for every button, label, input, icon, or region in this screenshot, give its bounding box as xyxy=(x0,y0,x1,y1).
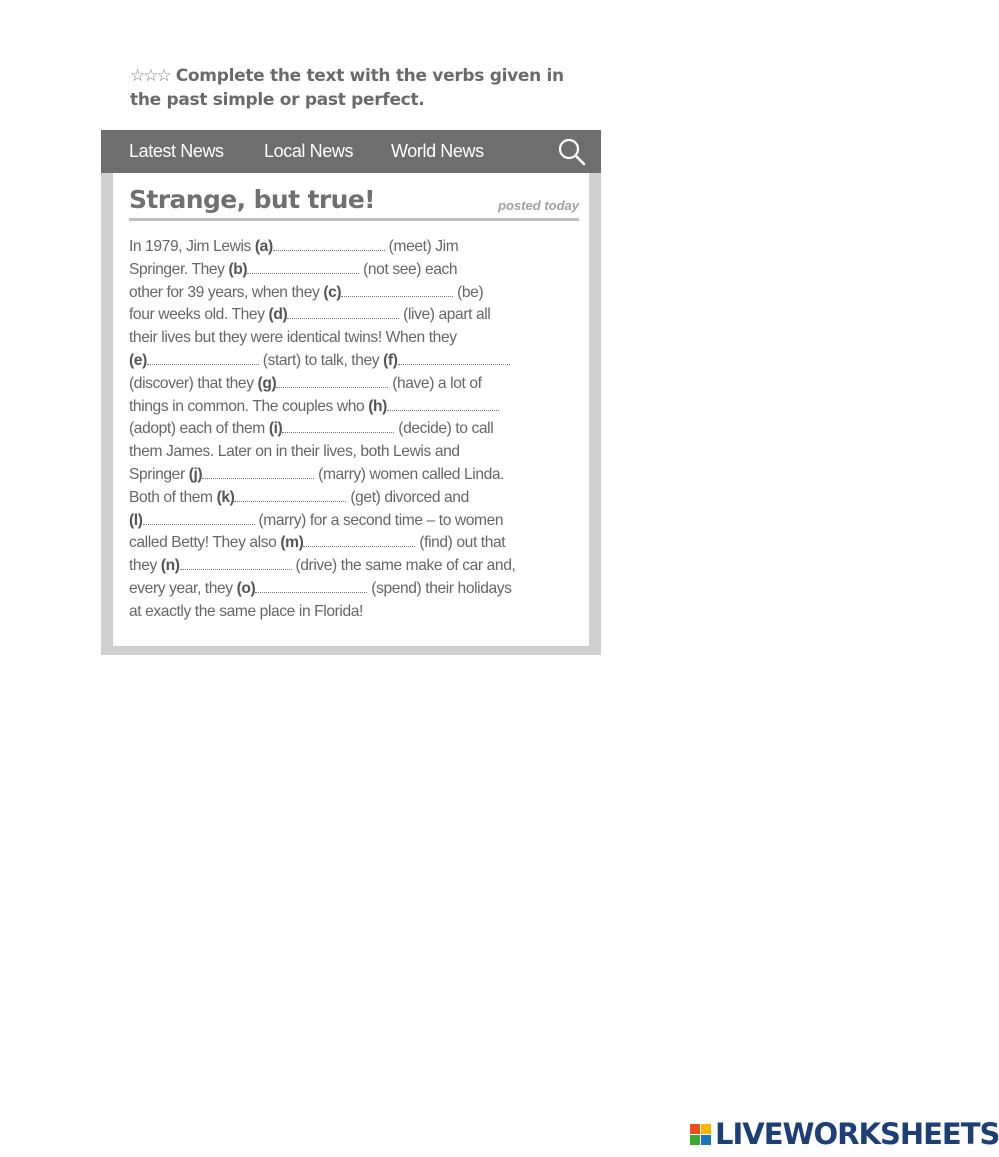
answer-blank[interactable] xyxy=(303,534,415,547)
answer-blank[interactable] xyxy=(180,557,292,570)
line-text: Both of them xyxy=(129,488,217,506)
line-text: at exactly the same place in Florida! xyxy=(129,602,363,620)
liveworksheets-logo xyxy=(690,1116,999,1152)
line-text: (marry) for a second time – to women xyxy=(254,511,504,529)
logo-square xyxy=(701,1135,711,1145)
article-line xyxy=(129,510,579,533)
news-panel xyxy=(101,130,601,655)
answer-blank[interactable] xyxy=(398,352,510,365)
line-text: (marry) women called Linda. xyxy=(314,465,505,483)
logo-square xyxy=(701,1124,711,1134)
article-line xyxy=(129,236,579,259)
answer-blank[interactable] xyxy=(282,420,394,433)
article-line xyxy=(129,487,579,510)
article-line xyxy=(129,373,579,396)
answer-blank[interactable] xyxy=(147,352,259,365)
article-line xyxy=(129,601,579,624)
line-text: (start) to talk, they xyxy=(258,351,384,369)
article-line xyxy=(129,396,579,419)
line-text: (meet) Jim xyxy=(384,238,459,255)
article-line xyxy=(129,555,579,578)
line-text: four weeks old. They xyxy=(129,306,269,324)
gap-label: (k) xyxy=(216,488,235,506)
line-text: Springer xyxy=(129,465,189,483)
line-text: Springer. They xyxy=(129,260,229,278)
line-text: (drive) the same make of car and, xyxy=(291,557,516,575)
instruction-line-2: the past simple or past perfect. xyxy=(130,90,425,110)
line-text: their lives but they were identical twins! When they xyxy=(129,329,457,347)
gap-label: (g) xyxy=(257,374,277,392)
difficulty-stars-icon: ☆☆☆ xyxy=(130,66,170,86)
news-navbar xyxy=(101,130,601,173)
answer-blank[interactable] xyxy=(234,489,346,502)
article-line xyxy=(129,578,579,601)
search-icon[interactable] xyxy=(557,137,587,167)
gap-label: (o) xyxy=(236,579,256,597)
article-line xyxy=(129,418,579,441)
logo-square xyxy=(690,1135,700,1145)
article-line xyxy=(129,259,579,282)
article-line xyxy=(129,304,579,327)
answer-blank[interactable] xyxy=(143,512,255,525)
answer-blank[interactable] xyxy=(287,306,399,319)
answer-blank[interactable] xyxy=(387,398,499,411)
line-text: (adopt) each of them xyxy=(129,420,269,438)
gap-label: (m) xyxy=(280,534,304,552)
article-line xyxy=(129,282,579,305)
line-text: (be) xyxy=(453,283,484,301)
line-text: (spend) their holidays xyxy=(367,579,512,597)
answer-blank[interactable] xyxy=(276,375,388,388)
posted-date: posted today xyxy=(498,198,579,213)
answer-blank[interactable] xyxy=(202,466,314,479)
line-text: other for 39 years, when they xyxy=(129,283,324,301)
gap-label: (i) xyxy=(268,420,283,438)
logo-squares-icon xyxy=(690,1124,711,1145)
nav-latest-news[interactable]: Latest News xyxy=(129,141,224,161)
article-title: Strange, but true! xyxy=(129,185,375,214)
answer-blank[interactable] xyxy=(255,580,367,593)
logo-text: LIVEWORKSHEETS xyxy=(715,1117,999,1151)
answer-blank[interactable] xyxy=(247,261,359,274)
article-line xyxy=(129,441,579,464)
line-text: every year, they xyxy=(129,579,237,597)
line-text: (find) out that xyxy=(415,534,506,552)
line-text: (discover) that they xyxy=(129,374,258,392)
logo-square xyxy=(690,1124,700,1134)
nav-world-news[interactable]: World News xyxy=(391,141,484,161)
gap-label: (b) xyxy=(228,260,248,278)
instruction xyxy=(130,64,600,112)
line-text: (get) divorced and xyxy=(346,488,469,506)
gap-label: (n) xyxy=(160,557,180,575)
gap-label: (d) xyxy=(268,306,288,324)
line-text: things in common. The couples who xyxy=(129,397,369,415)
line-text: called Betty! They also xyxy=(129,534,281,552)
article-line xyxy=(129,350,579,373)
line-text: they xyxy=(129,557,161,575)
article-card xyxy=(113,173,589,646)
gap-label: (f) xyxy=(383,351,398,369)
instruction-line-1: Complete the text with the verbs given in xyxy=(175,66,564,86)
line-text: (decide) to call xyxy=(394,420,494,438)
gap-label: (l) xyxy=(129,511,143,529)
article-text xyxy=(129,236,579,624)
answer-blank[interactable] xyxy=(341,284,453,297)
article-line xyxy=(129,464,579,487)
line-text: In 1979, Jim Lewis xyxy=(129,238,255,255)
gap-label: (e) xyxy=(129,351,147,369)
nav-local-news[interactable]: Local News xyxy=(264,141,354,161)
gap-label: (h) xyxy=(368,397,387,415)
line-text: them James. Later on in their lives, both Lewis and xyxy=(129,443,460,461)
article-line xyxy=(129,327,579,350)
title-divider xyxy=(129,218,579,221)
gap-label: (j) xyxy=(188,465,203,483)
line-text: (not see) each xyxy=(359,260,458,278)
answer-blank[interactable] xyxy=(273,238,385,251)
line-text: (have) a lot of xyxy=(388,374,482,392)
article-line xyxy=(129,532,579,555)
gap-label: (c) xyxy=(323,283,342,301)
gap-label: (a) xyxy=(254,238,273,255)
line-text: (live) apart all xyxy=(399,306,491,324)
